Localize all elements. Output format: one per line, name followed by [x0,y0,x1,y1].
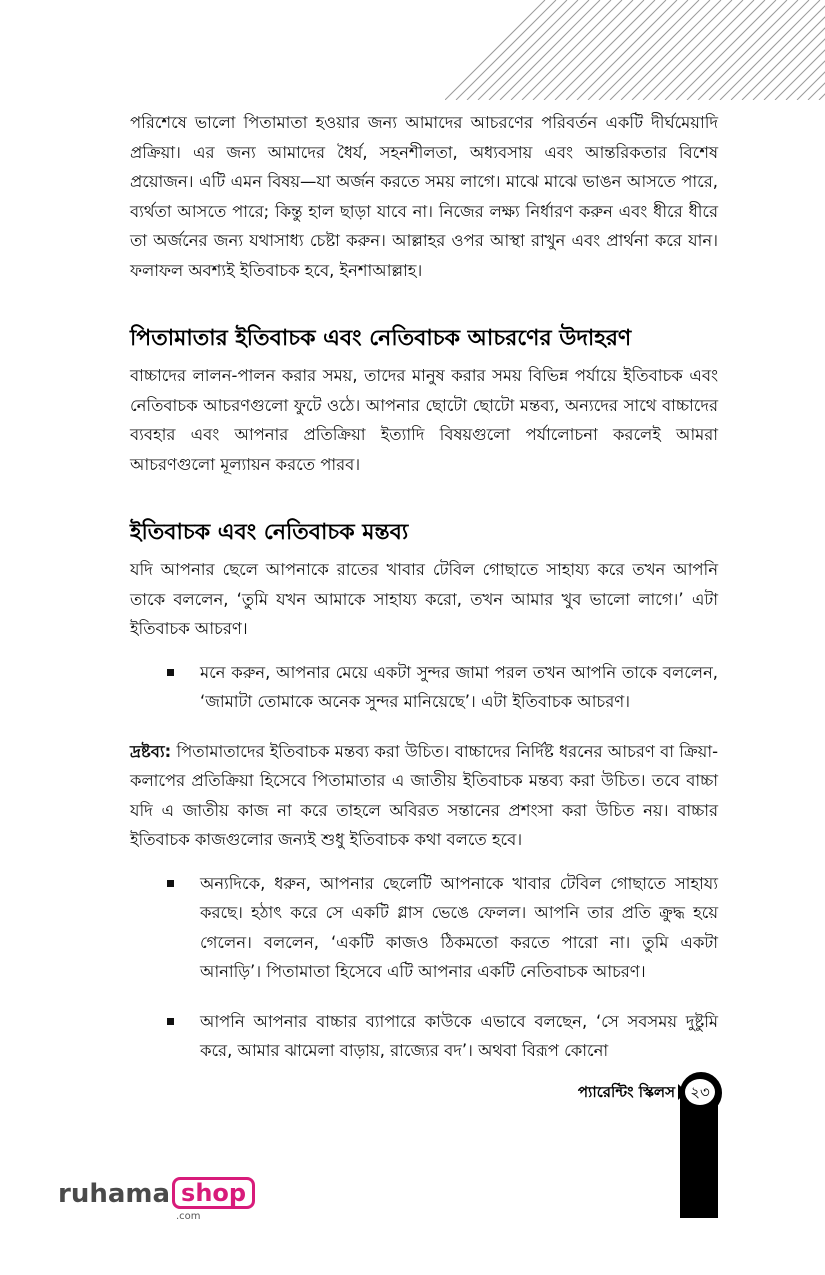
hatch-line [456,0,556,100]
hatch-line [654,0,754,100]
hatch-line [555,0,655,100]
list-item [130,1007,718,1066]
hatch-line [588,0,688,100]
hatch-line [698,0,798,100]
note-label: দ্রষ্টব্য: [130,741,172,761]
decorative-hatch-pattern [445,0,825,100]
hatch-line [621,0,721,100]
bullet-square-icon [167,880,174,887]
page-number: ২৩ [685,1079,715,1105]
hatch-line [489,0,589,100]
hatch-line [566,0,666,100]
hatch-line [478,0,578,100]
hatch-line [577,0,677,100]
hatch-line [687,0,787,100]
hatch-line [500,0,600,100]
list-item-text: অন্যদিকে, ধরুন, আপনার ছেলেটি আপনাকে খাবার টেবিল গোছাতে সাহায্য করছে। হঠাৎ করে সে একটি গ্লাস ভেঙে ফেলল। আপনি তার প্রতি ক্রুদ্ধ হয়ে গেলেন। বললেন, ‘একটি কাজও ঠিকমতো করতে পারো না। তুমি একটা আনাড়ি’। পিতামাতা হিসেবে এটি আপনার একটি নেতিবাচক আচরণ। [200,873,718,981]
page-content [130,108,718,1086]
hatch-line [709,0,809,100]
hatch-line [610,0,710,100]
hatch-line [676,0,776,100]
hatch-line [533,0,633,100]
section-heading-behavior-examples: পিতামাতার ইতিবাচক এবং নেতিবাচক আচরণের উদাহরণ [130,326,632,351]
hatch-line [522,0,622,100]
running-footer-book-title: প্যারেন্টিং স্কিলস [577,1083,675,1101]
hatch-line [599,0,699,100]
hatch-line [467,0,567,100]
logo-shop-badge: shop [172,1177,255,1209]
intro-paragraph: পরিশেষে ভালো পিতামাতা হওয়ার জন্য আমাদের আচরণের পরিবর্তন একটি দীর্ঘমেয়াদি প্রক্রিয়া। এর জন্য আমাদের ধৈর্য, সহনশীলতা, অধ্যবসায় এবং আন্তরিকতার বিশেষ প্রয়োজন। এটি এমন বিষয়—যা অর্জন করতে সময় লাগে। মাঝে মাঝে ভাঙন আসতে পারে, ব্যর্থতা আসতে পারে; কিন্তু হাল ছাড়া যাবে না। নিজের লক্ষ্য নির্ধারণ করুন এবং ধীরে ধীরে তা অর্জনের জন্য যথাসাধ্য চেষ্টা করুন। আল্লাহর ওপর আস্থা রাখুন এবং প্রার্থনা করে যান। ফলাফল অবশ্যই ইতিবাচক হবে, ইনশাআল্লাহ। [130,113,718,280]
bullet-list-positive [130,658,718,717]
section1-paragraph: বাচ্চাদের লালন-পালন করার সময়, তাদের মানুষ করার সময় বিভিন্ন পর্যায়ে ইতিবাচক এবং নেতিবাচক আচরণগুলো ফুটে ওঠে। আপনার ছোটো ছোটো মন্তব্য, অন্যদের সাথে বাচ্চাদের ব্যবহার এবং আপনার প্রতিক্রিয়া ইত্যাদি বিষয়গুলো পর্যালোচনা করলেই আমরা আচরণগুলো মূল্যায়ন করতে পারব। [130,366,718,474]
bullet-list-negative [130,869,718,1066]
ruhamashop-logo [58,1177,255,1227]
list-item-text: মনে করুন, আপনার মেয়ে একটা সুন্দর জামা পরল তখন আপনি তাকে বললেন, ‘জামাটা তোমাকে অনেক সুন্দর মানিয়েছে’। এটা ইতিবাচক আচরণ। [200,662,718,711]
logo-domain: .com [176,1211,201,1222]
hatch-line [632,0,732,100]
bullet-square-icon [167,1018,174,1025]
note-body: পিতামাতাদের ইতিবাচক মন্তব্য করা উচিত। বাচ্চাদের নির্দিষ্ট ধরনের আচরণ বা ক্রিয়া-কলাপের প্রতিক্রিয়া হিসেবে পিতামাতার এ জাতীয় ইতিবাচক মন্তব্য করা উচিত। তবে বাচ্চা যদি এ জাতীয় কাজ না করে তাহলে অবিরত সন্তানের প্রশংসা করা উচিত নয়। বাচ্চার ইতিবাচক কাজগুলোর জন্যই শুধু ইতিবাচক কথা বলতে হবে। [130,741,718,849]
logo-word: ruhama [58,1179,171,1209]
hatch-line [731,0,825,100]
bullet-square-icon [167,669,174,676]
hatch-line [643,0,743,100]
hatch-line [819,0,825,100]
section2-paragraph: যদি আপনার ছেলে আপনাকে রাতের খাবার টেবিল গোছাতে সাহায্য করে তখন আপনি তাকে বললেন, ‘তুমি যখন আমাকে সাহায্য করো, তখন আমার খুব ভালো লাগে।’ এটা ইতিবাচক আচরণ। [130,560,718,638]
hatch-line [665,0,765,100]
hatch-line [720,0,820,100]
hatch-line [544,0,644,100]
list-item [130,658,718,717]
section-heading-comments: ইতিবাচক এবং নেতিবাচক মন্তব্য [130,520,409,545]
hatch-line [511,0,611,100]
list-item [130,869,718,987]
list-item-text: আপনি আপনার বাচ্চার ব্যাপারে কাউকে এভাবে বলছেন, ‘সে সবসময় দুষ্টুমি করে, আমার ঝামেলা বাড়ায়, রাজ্যের বদ’। অথবা বিরূপ কোনো [200,1011,718,1060]
hatch-line [445,0,545,100]
note-paragraph [130,737,718,855]
